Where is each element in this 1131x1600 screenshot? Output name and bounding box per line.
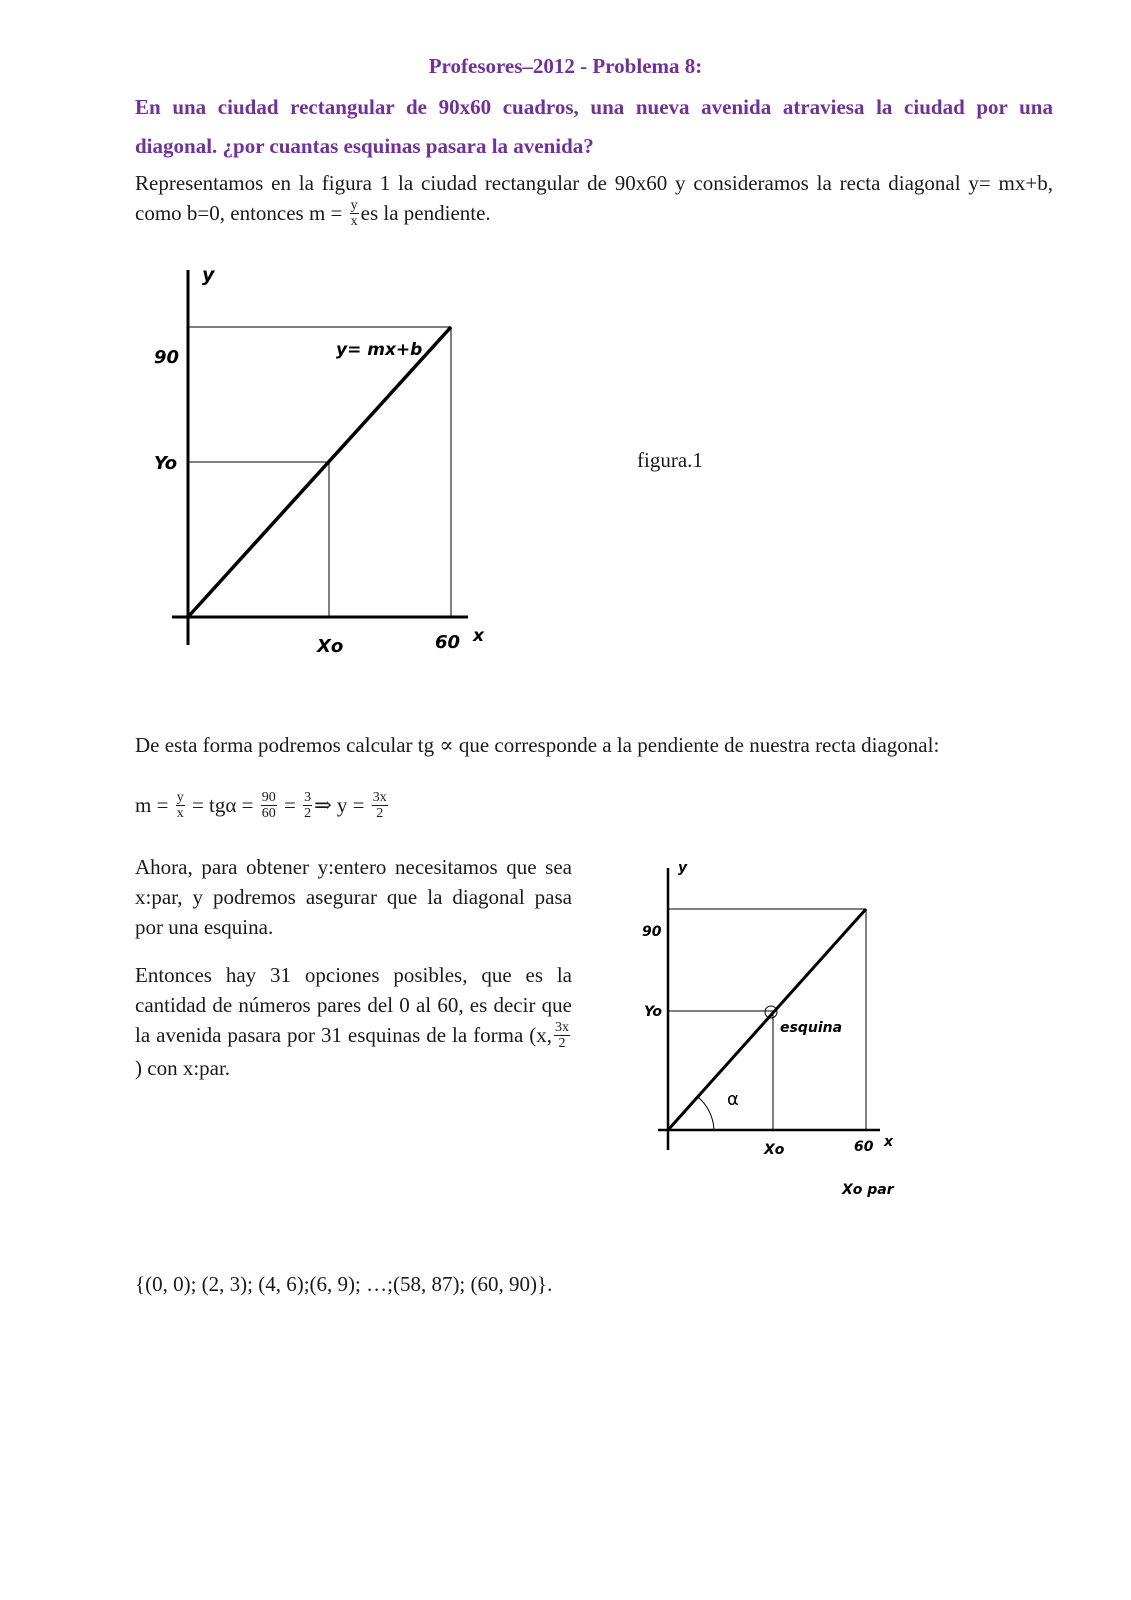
fig2-tick-90: 90 (642, 924, 662, 940)
fig1-tick-60: 60 (435, 632, 461, 653)
fraction-denominator: 60 (261, 805, 276, 821)
problem-statement (135, 88, 1053, 166)
formula-fraction-3x-2 (372, 790, 388, 821)
fig2-corner-label: esquina (780, 1020, 843, 1036)
fraction-numerator: 3x (555, 1019, 569, 1035)
fig2-tick-60: 60 (854, 1139, 874, 1155)
formula-m-eq: m = (135, 793, 169, 817)
fig2-x-label: x (884, 1134, 894, 1150)
fig2-angle-arc (698, 1097, 714, 1130)
fig1-tick-90: 90 (154, 347, 180, 368)
fig1-tick-xo: Xo (317, 636, 344, 657)
figure-1-caption: figura.1 (637, 448, 703, 472)
fraction-denominator: 2 (304, 805, 312, 821)
paragraph-options (135, 960, 572, 1083)
fraction-numerator: y (176, 789, 184, 805)
point-fraction (554, 1020, 570, 1051)
solution-set: {(0, 0); (2, 3); (4, 6);(6, 9); …;(58, 87); (60, 90)}. (135, 1272, 553, 1296)
fraction-denominator: x (350, 213, 358, 229)
page-title: Profesores–2012 - Problema 8: (428, 54, 703, 78)
statement-line-1: En una ciudad rectangular de 90x60 cuadros, una nueva avenida atraviesa la ciudad por una (135, 95, 1053, 119)
fig1-diagonal-line (188, 327, 451, 617)
fig1-tick-yo: Yo (154, 453, 178, 474)
fraction-numerator: 90 (261, 789, 276, 805)
paragraph-integer-condition: Ahora, para obtener y:entero necesitamos que sea x:par, y podremos asegurar que la diagonal pasa por una esquina. (135, 855, 572, 939)
statement-line-2: diagonal. ¿por cuantas esquinas pasara la avenida? (135, 134, 594, 158)
fig2-tick-yo: Yo (644, 1004, 662, 1020)
paragraph-intro (135, 168, 1053, 231)
formula-tg: = tgα = (191, 793, 254, 817)
figure-1-diagram (140, 255, 520, 665)
fig2-note: Xo par (842, 1182, 894, 1198)
slope-fraction (350, 198, 359, 229)
fraction-denominator: 2 (376, 805, 384, 821)
formula-fraction-y-x (176, 790, 185, 821)
fraction-numerator: y (350, 197, 358, 213)
formula-implies: ⇒ y = (314, 793, 365, 817)
fraction-numerator: 3 (304, 789, 312, 805)
fraction-denominator: 2 (558, 1035, 566, 1051)
fraction-denominator: x (176, 805, 184, 821)
formula-fraction-3-2 (303, 790, 312, 821)
fig1-x-label: x (473, 626, 484, 646)
formula-eq: = (283, 793, 296, 817)
fig1-y-label: y (202, 264, 215, 286)
options-text-end: ) con x:par. (135, 1055, 231, 1080)
fig2-angle-label: α (727, 1089, 739, 1110)
formula-fraction-90-60 (261, 790, 277, 821)
fig1-line-label: y= mx+b (336, 340, 423, 360)
explanation-block (135, 852, 572, 1101)
fraction-numerator: 3x (372, 789, 387, 805)
intro-text: Representamos en la figura 1 la ciudad rectangular de 90x60 y consideramos la recta diagonal y= mx+b, como b=0, entonces m = (135, 171, 1053, 225)
fig2-y-label: y (678, 860, 688, 876)
intro-text-end: es la pendiente. (360, 201, 491, 225)
fig2-tick-xo: Xo (764, 1142, 785, 1158)
slope-formula (135, 790, 390, 823)
options-text: Entonces hay 31 opciones posibles, que es la cantidad de números pares del 0 al 60, es decir que la avenida pasara por 31 esquinas de la forma (x, (135, 963, 572, 1047)
figure-2-diagram (630, 850, 930, 1210)
paragraph-tangent: De esta forma podremos calcular tg ∝ que corresponde a la pendiente de nuestra recta diagonal: (135, 733, 940, 757)
